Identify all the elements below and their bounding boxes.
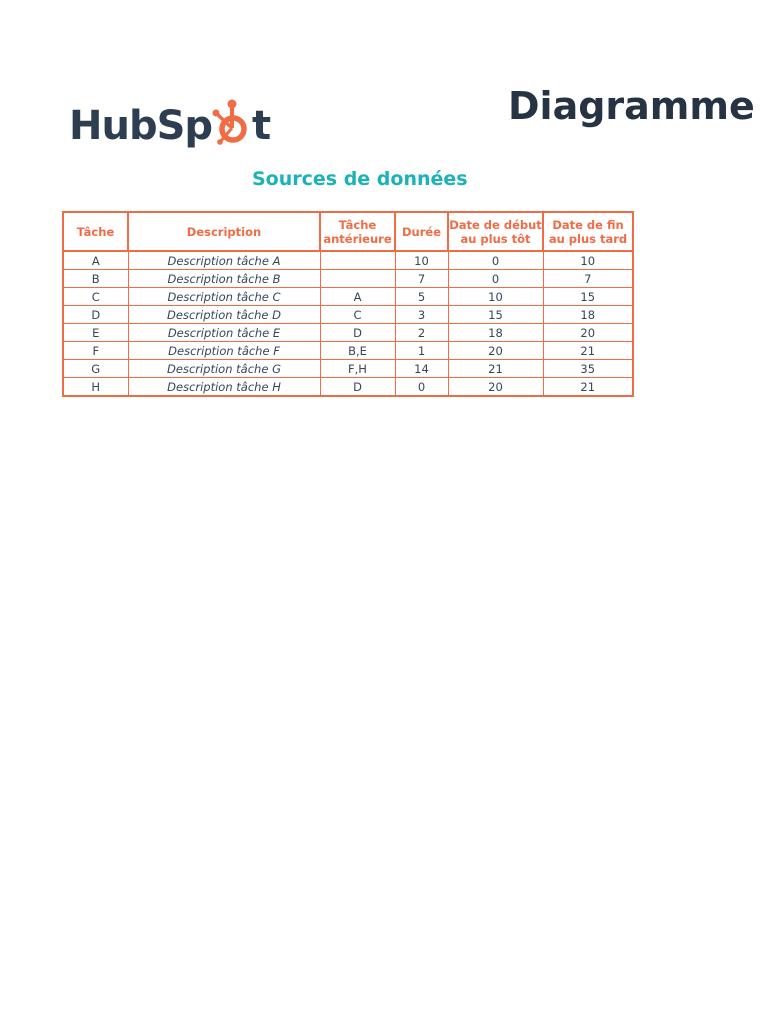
cell-duration: 1 (395, 342, 448, 360)
table-row (63, 306, 633, 324)
cell-latest-finish: 35 (543, 360, 633, 378)
cell-description: Description tâche C (128, 288, 320, 306)
table-row (63, 378, 633, 397)
cell-latest-finish: 18 (543, 306, 633, 324)
cell-duration: 7 (395, 270, 448, 288)
header-row (63, 212, 633, 251)
cell-description: Description tâche E (128, 324, 320, 342)
table-row (63, 270, 633, 288)
cell-earliest-start: 10 (448, 288, 543, 306)
cell-description: Description tâche D (128, 306, 320, 324)
cell-task: D (63, 306, 128, 324)
cell-duration: 10 (395, 251, 448, 270)
cell-duration: 5 (395, 288, 448, 306)
cell-earliest-start: 15 (448, 306, 543, 324)
cell-duration: 0 (395, 378, 448, 397)
cell-previous-task: C (320, 306, 395, 324)
cell-earliest-start: 21 (448, 360, 543, 378)
cell-latest-finish: 20 (543, 324, 633, 342)
cell-earliest-start: 20 (448, 342, 543, 360)
table-row (63, 324, 633, 342)
logo-text-start: HubSp (69, 103, 213, 149)
cell-previous-task: D (320, 324, 395, 342)
cell-duration: 2 (395, 324, 448, 342)
cell-latest-finish: 21 (543, 378, 633, 397)
cell-duration: 14 (395, 360, 448, 378)
hubspot-logo (69, 96, 271, 149)
cell-previous-task (320, 270, 395, 288)
header-latest-finish: Date de fin au plus tard (543, 212, 633, 251)
document-title: Diagramme (508, 84, 755, 128)
cell-earliest-start: 18 (448, 324, 543, 342)
cell-description: Description tâche B (128, 270, 320, 288)
cell-task: F (63, 342, 128, 360)
cell-latest-finish: 15 (543, 288, 633, 306)
cell-task: H (63, 378, 128, 397)
cell-previous-task (320, 251, 395, 270)
table-header (63, 212, 633, 251)
table-body (63, 251, 633, 396)
cell-earliest-start: 0 (448, 270, 543, 288)
table-row (63, 288, 633, 306)
title-container (500, 80, 755, 136)
section-title: Sources de données (252, 168, 468, 190)
cell-latest-finish: 10 (543, 251, 633, 270)
cell-description: Description tâche A (128, 251, 320, 270)
cell-task: C (63, 288, 128, 306)
table-row (63, 360, 633, 378)
cell-previous-task: F,H (320, 360, 395, 378)
header-duration: Durée (395, 212, 448, 251)
table-row (63, 251, 633, 270)
cell-earliest-start: 20 (448, 378, 543, 397)
header-earliest-start: Date de début au plus tôt (448, 212, 543, 251)
data-sources-table (62, 211, 634, 397)
cell-previous-task: D (320, 378, 395, 397)
cell-description: Description tâche G (128, 360, 320, 378)
cell-duration: 3 (395, 306, 448, 324)
cell-latest-finish: 7 (543, 270, 633, 288)
cell-previous-task: A (320, 288, 395, 306)
cell-task: B (63, 270, 128, 288)
header-previous-task: Tâche antérieure (320, 212, 395, 251)
cell-description: Description tâche F (128, 342, 320, 360)
cell-task: A (63, 251, 128, 270)
table-row (63, 342, 633, 360)
cell-task: E (63, 324, 128, 342)
header-task: Tâche (63, 212, 128, 251)
cell-previous-task: B,E (320, 342, 395, 360)
cell-earliest-start: 0 (448, 251, 543, 270)
sprocket-icon (211, 98, 253, 146)
cell-latest-finish: 21 (543, 342, 633, 360)
logo-text-end: t (252, 103, 271, 149)
header-description: Description (128, 212, 320, 251)
cell-task: G (63, 360, 128, 378)
cell-description: Description tâche H (128, 378, 320, 397)
